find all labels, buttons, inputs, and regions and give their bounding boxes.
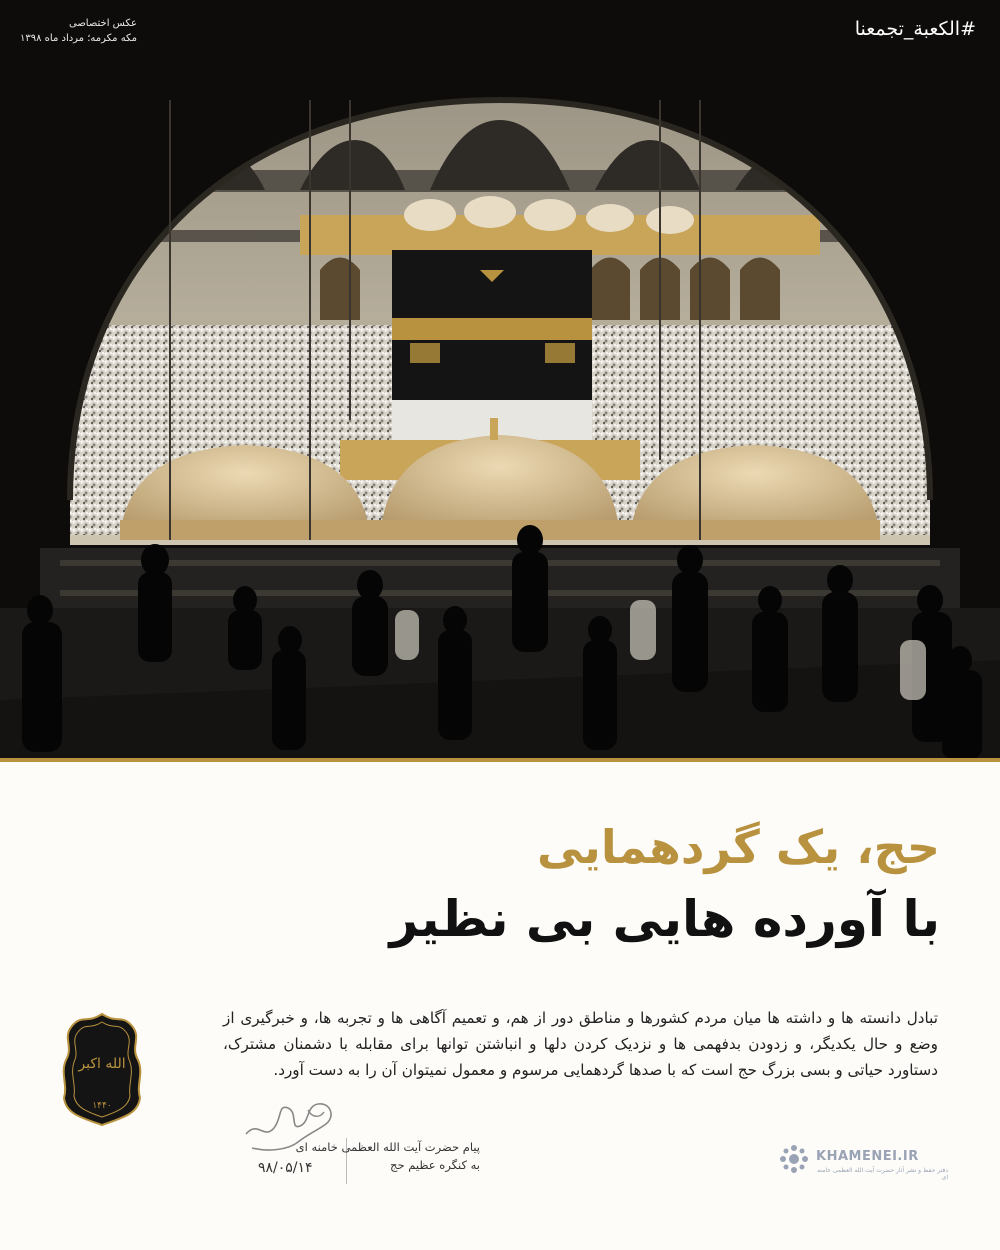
- caption-date: ۹۸/۰۵/۱۴: [258, 1160, 313, 1176]
- site-subtitle: دفتر حفظ و نشر آثار حضرت آیت الله العظمی خامنه ای: [817, 1167, 948, 1181]
- title-line2: با آورده هایی بی نظیر: [389, 890, 940, 948]
- gold-divider: [0, 758, 1000, 762]
- photo-credit: [20, 16, 137, 46]
- hashtag: #الکعبة_تجمعنا: [854, 18, 976, 40]
- emblem-text: الله اکبر: [78, 1056, 126, 1072]
- title-line1: حج، یک گردهمایی: [537, 820, 940, 874]
- caption-line1: پیام حضرت آیت الله العظمی خامنه ای: [295, 1140, 480, 1154]
- allahu-akbar-emblem: [62, 1012, 142, 1127]
- emblem-year: ۱۴۴۰: [92, 1101, 112, 1111]
- site-name: KHAMENEI.IR: [816, 1149, 919, 1164]
- body-paragraph: تبادل دانسته ها و داشته ها میان مردم کشورها و مناطق دور از هم، و تعمیم آگاهی ها و تجربه ها، و خبرگیری از وضع و حال یکدیگر، و زدودن بدفهمی ها و نزدیک کردن دلها و انباشتن توانها برای مقابله با دشمنان مشترک، دستاورد حیاتی و بسی بزرگ حج است که با صدها گردهمایی مرسوم و معمول نمیتوان آن را به دست آورد.: [223, 1009, 938, 1079]
- photo-credit-line2: مکه مکرمه؛ مرداد ماه ۱۳۹۸: [20, 33, 137, 44]
- site-logo-icon: [778, 1143, 810, 1175]
- site-logo: [778, 1143, 948, 1183]
- caption-line2: به کنگره عظیم حج: [390, 1158, 480, 1172]
- photo-credit-line1: عکس اختصاصی: [68, 18, 137, 29]
